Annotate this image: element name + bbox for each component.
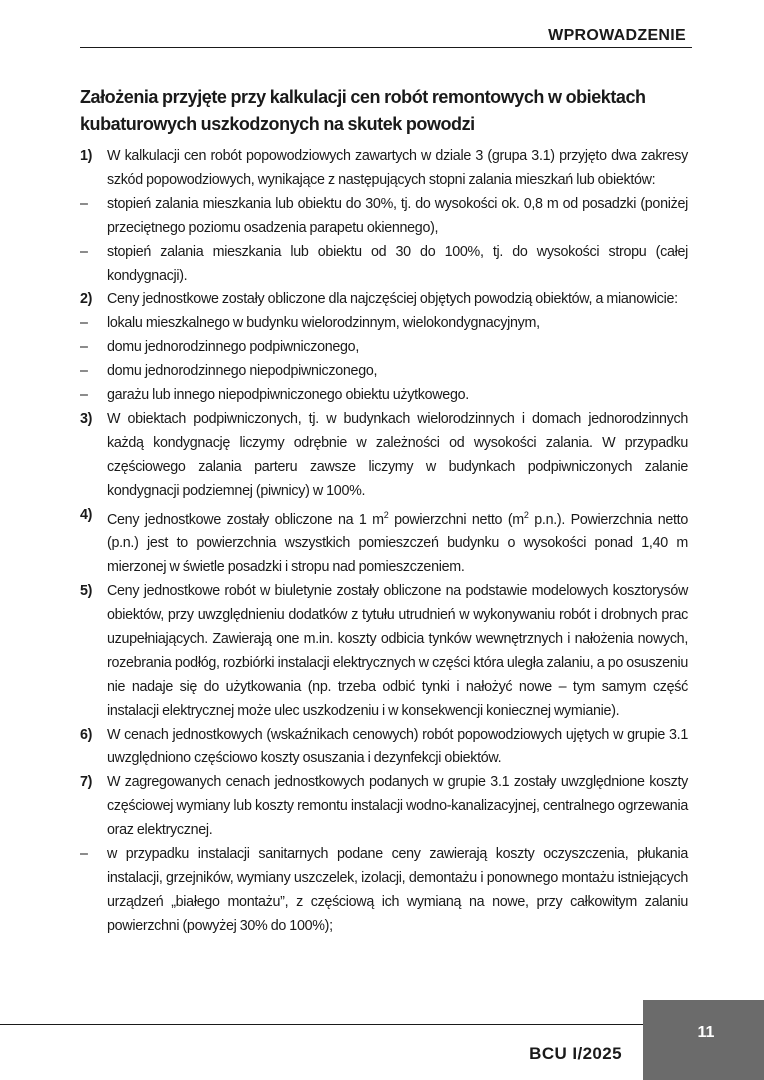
dash-marker: – [80, 243, 88, 260]
sub-item-text: domu jednorodzinnego niepodpiwniczonego, [107, 363, 378, 380]
list-item-2 [80, 288, 688, 312]
sub-item [80, 360, 688, 384]
sub-item-text: w przypadku instalacji sanitarnych podane ceny zawierają koszty oczyszczenia, płukania instalacji, grzejników, wymiany uszczelek, izolacji, demontażu i ponownego montażu istniejących urządzeń „białego montażu”, z częściową ich wymianą na nowe, przy całkowitym zalaniu powierzchni (powyżej 30% do 100%); [107, 846, 688, 934]
item-text-part: powierzchni netto (m [388, 511, 524, 528]
page-number-box [643, 1000, 764, 1080]
dash-marker: – [80, 363, 88, 380]
sub-item [80, 241, 688, 289]
item-text: W kalkulacji cen robót popowodziowych zawartych w dziale 3 (grupa 3.1) przyjęto dwa zakresy szkód popowodziowych, wynikające z następujących stopni zalania mieszkań lub obiektów: [107, 148, 688, 188]
header-rule [80, 47, 692, 48]
dash-marker: – [80, 339, 88, 356]
list-item-1 [80, 145, 688, 193]
dash-marker: – [80, 195, 88, 212]
item-text-part: p.n.). Powierzchnia netto (p.n.) jest to powierzchnia wszystkich pomieszczeń budynku o wysokości ponad 1,40 m mierzonej w świetle posadzki i stropu nad pomieszczeniem. [107, 511, 688, 576]
sub-item [80, 193, 688, 241]
list-item-5 [80, 580, 688, 723]
dash-marker: – [80, 846, 88, 863]
superscript: 2 [523, 509, 529, 520]
item-text: Ceny jednostkowe zostały obliczone dla najczęściej objętych powodzią obiektów, a mianowicie: [107, 291, 678, 308]
sub-item-text: domu jednorodzinnego podpiwniczonego, [107, 339, 359, 356]
dash-marker: – [80, 315, 88, 332]
sub-item-text: lokalu mieszkalnego w budynku wielorodzinnym, wielokondygnacyjnym, [107, 315, 540, 332]
item-number: 5) [80, 583, 93, 600]
item-number: 2) [80, 291, 93, 308]
sub-item-text: stopień zalania mieszkania lub obiektu od 30 do 100%, tj. do wysokości stropu (całej kondygnacji). [107, 243, 688, 284]
running-header: WPROWADZENIE [548, 27, 686, 44]
sub-item-text: garażu lub innego niepodpiwniczonego obiektu użytkowego. [107, 387, 469, 404]
list-item-3 [80, 408, 688, 504]
item-text: W cenach jednostkowych (wskaźnikach cenowych) robót popowodziowych ujętych w grupie 3.1 uwzględniono częściowo koszty osuszania i dezynfekcji obiektów. [107, 726, 688, 767]
item-number: 4) [80, 506, 93, 523]
list-item-6 [80, 724, 688, 772]
item-number: 1) [80, 148, 93, 164]
item-text: Ceny jednostkowe robót w biuletynie zostały obliczone na podstawie modelowych kosztorysów obiektów, przy uwzględnieniu dodatków z tytułu utrudnień w wykonywaniu robót i drobnych prac uzupełniających. Zawierają one m.in. koszty odbicia tynków wewnętrznych i nałożenia nowych, rozebrania podłóg, rozbiórki instalacji elektrycznych w części która uległa zalaniu, a po osuszeniu nie nadaje się do użytkowania (np. trzeba odbić tynki i nałożyć nowe – tym samym część instalacji elektrycznej może ulec uszkodzeniu i w konsekwencji koniecznej wymianie). [107, 583, 688, 719]
item-text-part: Ceny jednostkowe zostały obliczone na 1 m [107, 511, 384, 528]
sub-item-text: stopień zalania mieszkania lub obiektu do 30%, tj. do wysokości ok. 0,8 m od posadzki (poniżej przeciętnego poziomu osadzenia parapetu okiennego), [107, 195, 688, 236]
page-number: 11 [697, 1024, 715, 1041]
section-title: Założenia przyjęte przy kalkulacji cen robót remontowych w obiektach kubaturowych uszkodzonych na skutek powodzi [80, 87, 646, 134]
publication-label: BCU I/2025 [529, 1044, 622, 1063]
sub-item [80, 336, 688, 360]
item-number: 3) [80, 410, 93, 427]
dash-marker: – [80, 387, 88, 404]
page-content [80, 84, 688, 939]
item-number: 7) [80, 774, 93, 791]
superscript: 2 [383, 509, 389, 520]
sub-item [80, 312, 688, 336]
list-item-4 [80, 504, 688, 580]
item-text: W obiektach podpiwniczonych, tj. w budynkach wielorodzinnych i domach jednorodzinnych każdą kondygnację liczymy odrębnie w zależności od wysokości zalania. W przypadku częściowego zalania parteru zawsze liczymy w budynkach podpiwniczonych zalanie kondygnacji podziemnej (piwnicy) w 100%. [107, 410, 688, 499]
list-item-7 [80, 771, 688, 843]
item-number: 6) [80, 726, 93, 743]
sub-item [80, 384, 688, 408]
item-text: W zagregowanych cenach jednostkowych podanych w grupie 3.1 zostały uwzględnione koszty częściowej wymiany lub koszty remontu instalacji wodno-kanalizacyjnej, centralnego ogrzewania oraz elektrycznej. [107, 774, 688, 839]
sub-item [80, 843, 688, 939]
